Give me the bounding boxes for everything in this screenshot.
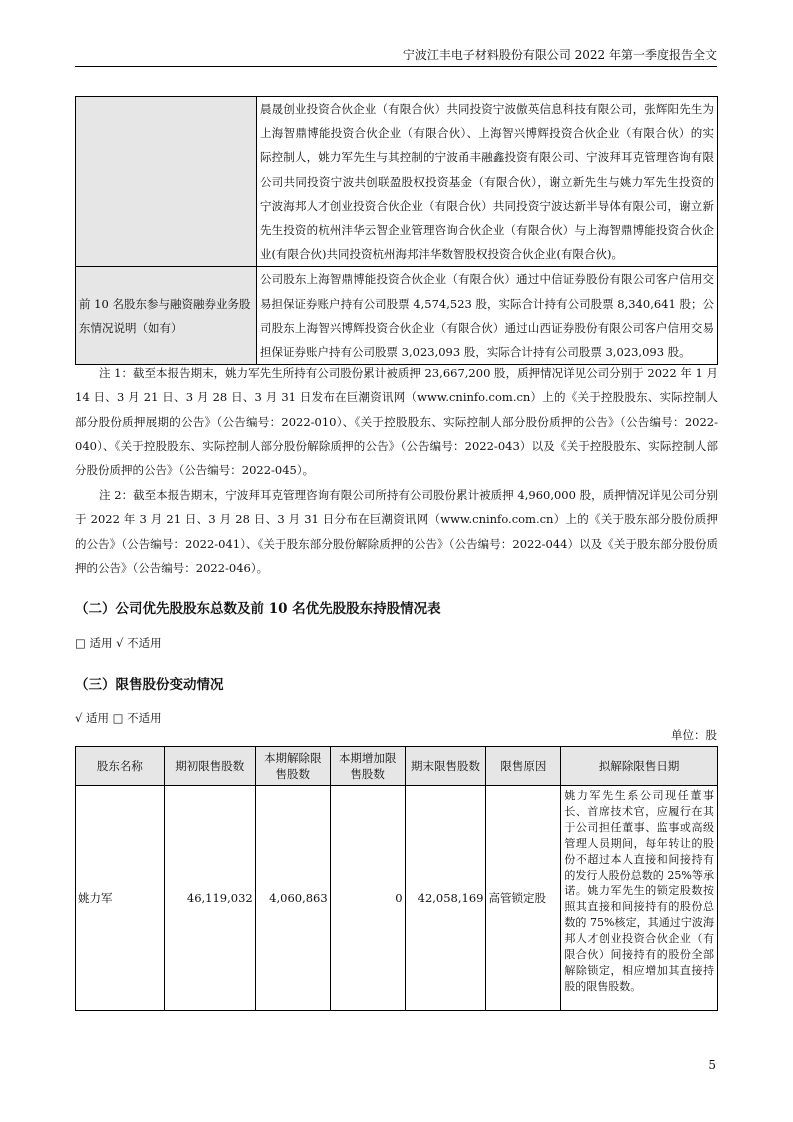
col-header-released: 本期解除限售股数 bbox=[255, 747, 330, 786]
col-header-added: 本期增加限售股数 bbox=[330, 747, 405, 786]
table-cell-empty-label bbox=[76, 97, 257, 267]
cell-release-date: 姚力军先生系公司现任董事长、首席技术官，应履行在其于公司担任董事、监事或高级管理人员期间，每年转让的股份不超过本人直接和间接持有的发行人股份总数的 25%等承诺。姚力军先生的锁定股数按照其直接和间接持有的股份总数的 75%核定，其通过宁波海邦人才创业投资合伙企业（有限合伙）间接持有的股份全部解除锁定，相应增加其直接持股的限售股数。 bbox=[561, 786, 718, 1011]
cell-start: 46,119,032 bbox=[164, 786, 255, 1011]
section-3-option: √ 适用 □ 不适用 bbox=[75, 711, 162, 725]
table-row bbox=[76, 267, 718, 365]
cell-name: 姚力军 bbox=[76, 786, 165, 1011]
table-cell-relations: 晨晟创业投资合伙企业（有限合伙）共同投资宁波傲英信息科技有限公司，张辉阳先生为上海智鼎博能投资合伙企业（有限合伙）、上海智兴博辉投资合伙企业（有限合伙）的实际控制人，姚力军先生与其控制的宁波甬丰融鑫投资有限公司、宁波拜耳克管理咨询有限公司共同投资宁波共创联盈股权投资基金（有限合伙），谢立新先生与姚力军先生投资的宁波海邦人才创业投资合伙企业（有限合伙）共同投资宁波达新半导体有限公司，谢立新先生投资的杭州沣华云智企业管理咨询合伙企业（有限合伙）与上海智鼎博能投资合伙企业(有限合伙)共同投资杭州海邦沣华数智股权投资合伙企业(有限合伙)。 bbox=[257, 97, 718, 267]
table-cell-margin-content: 公司股东上海智鼎博能投资合伙企业（有限合伙）通过中信证券股份有限公司客户信用交易担保证券账户持有公司股票 4,574,523 股，实际合计持有公司股票 8,340,641 股；公司股东上海智兴博辉投资合伙企业（有限合伙）通过山西证券股份有限公司客户信用交易担保证券账户持有公司股票 3,023,093 股，实际合计持有公司股票 3,023,093 股。 bbox=[257, 267, 718, 365]
col-header-start: 期初限售股数 bbox=[164, 747, 255, 786]
page-number: 5 bbox=[708, 1058, 716, 1072]
col-header-name: 股东名称 bbox=[76, 747, 165, 786]
table-cell-margin-label: 前 10 名股东参与融资融券业务股东情况说明（如有） bbox=[76, 267, 257, 365]
shareholder-relations-table bbox=[75, 96, 718, 365]
table-header-row bbox=[76, 747, 718, 786]
section-2-title: （二）公司优先股股东总数及前 10 名优先股股东持股情况表 bbox=[75, 601, 441, 617]
col-header-end: 期末限售股数 bbox=[405, 747, 486, 786]
cell-reason: 高管锁定股 bbox=[486, 786, 561, 1011]
unit-label: 单位：股 bbox=[671, 728, 717, 742]
note-1: 注 1：截至本报告期末，姚力军先生所持有公司股份累计被质押 23,667,200 股，质押情况详见公司分别于 2022 年 1 月 14 日、3 月 21 日、3 月 28 日、3 月 31 日发布在巨潮资讯网（www.cninfo.com.cn）上的《关于控股股东、实际控制人部分股份质押展期的公告》（公告编号：2022-010）、《关于控股股东、实际控制人部分股份质押的公告》（公告编号：2022-040）、《关于控股股东、实际控制人部分股份解除质押的公告》（公告编号：2022-043）以及《关于控股股东、实际控制人部分股份质押的公告》（公告编号：2022-045）。 bbox=[75, 366, 718, 478]
cell-added: 0 bbox=[330, 786, 405, 1011]
cell-end: 42,058,169 bbox=[405, 786, 486, 1011]
page-header: 宁波江丰电子材料股份有限公司 2022 年第一季度报告全文 bbox=[402, 48, 717, 62]
cell-released: 4,060,863 bbox=[255, 786, 330, 1011]
col-header-reason: 限售原因 bbox=[486, 747, 561, 786]
restricted-shares-table bbox=[75, 746, 718, 1011]
table-row bbox=[76, 97, 718, 267]
section-3-title: （三）限售股份变动情况 bbox=[75, 677, 224, 693]
header-rule bbox=[75, 66, 717, 67]
section-2-option: □ 适用 √ 不适用 bbox=[75, 636, 162, 650]
col-header-release-date: 拟解除限售日期 bbox=[561, 747, 718, 786]
note-2: 注 2：截至本报告期末，宁波拜耳克管理咨询有限公司所持有公司股份累计被质押 4,960,000 股，质押情况详见公司分别于 2022 年 3 月 21 日、3 月 28 日、3 月 31 日分布在巨潮资讯网（www.cninfo.com.cn）上的《关于股东部分股份质押的公告》（公告编号：2022-041）、《关于股东部分股份解除质押的公告》（公告编号：2022-044）以及《关于股东部分股份质押的公告》（公告编号：2022-046）。 bbox=[75, 488, 718, 575]
table-row bbox=[76, 786, 718, 1011]
